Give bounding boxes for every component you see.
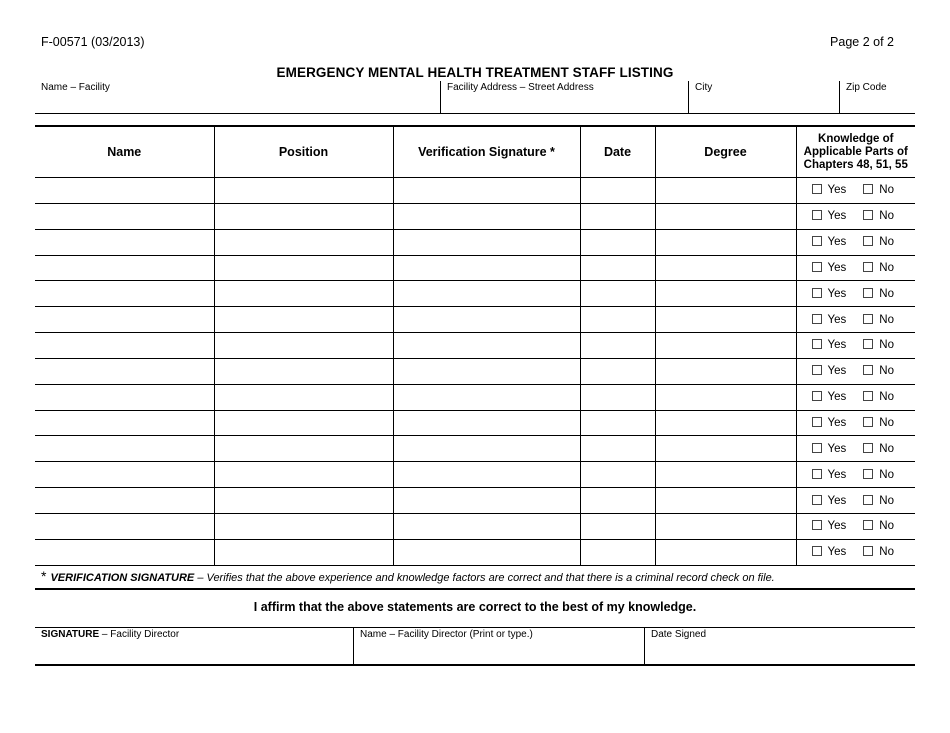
degree-cell[interactable] [655, 539, 796, 565]
no-label: No [879, 313, 894, 326]
knowledge-cell [796, 229, 915, 255]
date-cell[interactable] [580, 255, 655, 281]
no-label: No [879, 494, 894, 507]
table-row [35, 307, 915, 333]
position-cell[interactable] [214, 255, 393, 281]
degree-cell[interactable] [655, 384, 796, 410]
yes-checkbox[interactable] [812, 210, 822, 220]
knowledge-cell [796, 436, 915, 462]
verification-signature-cell[interactable] [393, 539, 580, 565]
date-cell[interactable] [580, 333, 655, 359]
no-option[interactable] [863, 443, 894, 455]
no-label: No [879, 391, 894, 404]
verification-signature-cell[interactable] [393, 203, 580, 229]
col-header-position: Position [214, 126, 393, 178]
yes-label: Yes [827, 494, 847, 507]
table-row [35, 513, 915, 539]
date-cell[interactable] [580, 436, 655, 462]
col-header-name: Name [35, 126, 214, 178]
no-option[interactable] [863, 236, 894, 248]
form-title: EMERGENCY MENTAL HEALTH TREATMENT STAFF LISTING [276, 65, 674, 80]
table-row [35, 462, 915, 488]
date-cell[interactable] [580, 229, 655, 255]
no-checkbox[interactable] [863, 262, 873, 272]
knowledge-cell [796, 281, 915, 307]
yes-label: Yes [827, 546, 847, 559]
degree-cell[interactable] [655, 410, 796, 436]
yes-option[interactable] [812, 546, 847, 558]
col-header-verification-signature: Verification Signature * [393, 126, 580, 178]
yes-label: Yes [827, 520, 847, 533]
no-option[interactable] [863, 417, 894, 429]
yes-label: Yes [827, 417, 847, 430]
verification-signature-cell[interactable] [393, 229, 580, 255]
signature-label-rest: – Facility Director [99, 629, 180, 640]
position-cell[interactable] [214, 410, 393, 436]
verification-signature-cell[interactable] [393, 410, 580, 436]
verification-signature-cell[interactable] [393, 255, 580, 281]
knowledge-cell [796, 488, 915, 514]
table-row [35, 229, 915, 255]
no-checkbox[interactable] [863, 495, 873, 505]
city-label: City [695, 82, 713, 93]
date-cell[interactable] [580, 178, 655, 204]
degree-cell[interactable] [655, 513, 796, 539]
name-cell[interactable] [35, 229, 214, 255]
yes-label: Yes [827, 210, 847, 223]
table-row [35, 203, 915, 229]
yes-label: Yes [827, 184, 847, 197]
no-option[interactable] [863, 262, 894, 274]
no-checkbox[interactable] [863, 236, 873, 246]
yes-label: Yes [827, 313, 847, 326]
date-cell[interactable] [580, 384, 655, 410]
yes-checkbox[interactable] [812, 443, 822, 453]
position-cell[interactable] [214, 203, 393, 229]
zip-code-label: Zip Code [846, 82, 887, 93]
yes-option[interactable] [812, 339, 847, 351]
knowledge-cell [796, 333, 915, 359]
verification-signature-cell[interactable] [393, 488, 580, 514]
position-cell[interactable] [214, 307, 393, 333]
no-checkbox[interactable] [863, 184, 873, 194]
no-checkbox[interactable] [863, 417, 873, 427]
no-checkbox[interactable] [863, 288, 873, 298]
degree-cell[interactable] [655, 333, 796, 359]
name-cell[interactable] [35, 178, 214, 204]
degree-cell[interactable] [655, 436, 796, 462]
director-name-label: Name – Facility Director (Print or type.) [360, 629, 533, 640]
date-cell[interactable] [580, 513, 655, 539]
date-cell[interactable] [580, 539, 655, 565]
yes-option[interactable] [812, 314, 847, 326]
degree-cell[interactable] [655, 462, 796, 488]
table-row [35, 410, 915, 436]
date-signed-label: Date Signed [651, 629, 707, 640]
name-cell[interactable] [35, 255, 214, 281]
degree-cell[interactable] [655, 255, 796, 281]
name-cell[interactable] [35, 307, 214, 333]
degree-cell[interactable] [655, 203, 796, 229]
yes-checkbox[interactable] [812, 288, 822, 298]
date-signed-field[interactable] [644, 628, 915, 664]
verification-signature-cell[interactable] [393, 384, 580, 410]
no-option[interactable] [863, 546, 894, 558]
staff-listing-table [35, 125, 915, 566]
facility-name-label: Name – Facility [41, 82, 110, 93]
date-cell[interactable] [580, 410, 655, 436]
footnote-star: * [41, 568, 47, 584]
yes-option[interactable] [812, 520, 847, 532]
knowledge-cell [796, 178, 915, 204]
signature-label-bold: SIGNATURE [41, 629, 100, 640]
date-cell[interactable] [580, 488, 655, 514]
position-cell[interactable] [214, 333, 393, 359]
name-cell[interactable] [35, 203, 214, 229]
date-cell[interactable] [580, 462, 655, 488]
no-label: No [879, 442, 894, 455]
no-checkbox[interactable] [863, 210, 873, 220]
knowledge-cell [796, 358, 915, 384]
yes-checkbox[interactable] [812, 520, 822, 530]
position-cell[interactable] [214, 229, 393, 255]
col-header-date: Date [580, 126, 655, 178]
table-row [35, 488, 915, 514]
knowledge-cell [796, 307, 915, 333]
no-label: No [879, 184, 894, 197]
name-cell[interactable] [35, 513, 214, 539]
knowledge-cell [796, 384, 915, 410]
no-option[interactable] [863, 314, 894, 326]
affirmation-statement: I affirm that the above statements are correct to the best of my knowledge. [253, 600, 697, 614]
position-cell[interactable] [214, 513, 393, 539]
zip-code-field[interactable] [839, 81, 915, 113]
table-row [35, 358, 915, 384]
no-checkbox[interactable] [863, 469, 873, 479]
verification-signature-cell[interactable] [393, 436, 580, 462]
yes-checkbox[interactable] [812, 546, 822, 556]
date-cell[interactable] [580, 203, 655, 229]
no-label: No [879, 546, 894, 559]
no-checkbox[interactable] [863, 443, 873, 453]
name-cell[interactable] [35, 358, 214, 384]
no-label: No [879, 210, 894, 223]
no-option[interactable] [863, 210, 894, 222]
date-cell[interactable] [580, 358, 655, 384]
no-option[interactable] [863, 339, 894, 351]
form-id: F-00571 (03/2013) [41, 35, 145, 49]
verification-signature-cell[interactable] [393, 462, 580, 488]
verification-footnote [41, 568, 775, 584]
table-row [35, 333, 915, 359]
knowledge-cell [796, 539, 915, 565]
no-checkbox[interactable] [863, 314, 873, 324]
yes-option[interactable] [812, 391, 847, 403]
yes-option[interactable] [812, 495, 847, 507]
yes-option[interactable] [812, 262, 847, 274]
yes-label: Yes [827, 236, 847, 249]
degree-cell[interactable] [655, 358, 796, 384]
yes-label: Yes [827, 365, 847, 378]
no-label: No [879, 520, 894, 533]
knowledge-cell [796, 462, 915, 488]
no-label: No [879, 417, 894, 430]
knowledge-cell [796, 513, 915, 539]
no-label: No [879, 468, 894, 481]
verification-signature-cell[interactable] [393, 333, 580, 359]
date-cell[interactable] [580, 307, 655, 333]
yes-option[interactable] [812, 417, 847, 429]
position-cell[interactable] [214, 358, 393, 384]
name-cell[interactable] [35, 410, 214, 436]
yes-checkbox[interactable] [812, 365, 822, 375]
yes-option[interactable] [812, 210, 847, 222]
yes-label: Yes [827, 468, 847, 481]
yes-option[interactable] [812, 288, 847, 300]
table-row [35, 384, 915, 410]
no-label: No [879, 365, 894, 378]
yes-checkbox[interactable] [812, 417, 822, 427]
no-option[interactable] [863, 495, 894, 507]
verification-signature-cell[interactable] [393, 178, 580, 204]
name-cell[interactable] [35, 462, 214, 488]
director-name-field[interactable] [353, 628, 644, 664]
yes-option[interactable] [812, 365, 847, 377]
yes-option[interactable] [812, 236, 847, 248]
no-label: No [879, 339, 894, 352]
no-checkbox[interactable] [863, 520, 873, 530]
degree-cell[interactable] [655, 488, 796, 514]
position-cell[interactable] [214, 178, 393, 204]
signature-block [35, 627, 915, 666]
position-cell[interactable] [214, 488, 393, 514]
yes-checkbox[interactable] [812, 236, 822, 246]
name-cell[interactable] [35, 281, 214, 307]
degree-cell[interactable] [655, 229, 796, 255]
name-cell[interactable] [35, 539, 214, 565]
yes-checkbox[interactable] [812, 495, 822, 505]
yes-label: Yes [827, 442, 847, 455]
footnote-bold: VERIFICATION SIGNATURE [50, 572, 195, 584]
no-checkbox[interactable] [863, 339, 873, 349]
page-number: Page 2 of 2 [830, 35, 894, 49]
name-cell[interactable] [35, 488, 214, 514]
facility-name-field[interactable] [35, 81, 440, 113]
no-option[interactable] [863, 184, 894, 196]
yes-checkbox[interactable] [812, 262, 822, 272]
facility-address-field[interactable] [440, 81, 688, 113]
yes-checkbox[interactable] [812, 184, 822, 194]
yes-checkbox[interactable] [812, 339, 822, 349]
no-checkbox[interactable] [863, 365, 873, 375]
position-cell[interactable] [214, 281, 393, 307]
yes-label: Yes [827, 287, 847, 300]
name-cell[interactable] [35, 384, 214, 410]
no-option[interactable] [863, 520, 894, 532]
position-cell[interactable] [214, 384, 393, 410]
knowledge-cell [796, 410, 915, 436]
facility-info-block [35, 81, 915, 114]
yes-label: Yes [827, 339, 847, 352]
degree-cell[interactable] [655, 307, 796, 333]
table-row [35, 255, 915, 281]
no-checkbox[interactable] [863, 391, 873, 401]
footnote-text: – Verifies that the above experience and knowledge factors are correct and that there is a criminal record check on file. [194, 572, 775, 584]
degree-cell[interactable] [655, 178, 796, 204]
no-label: No [879, 261, 894, 274]
city-field[interactable] [688, 81, 839, 113]
no-checkbox[interactable] [863, 546, 873, 556]
divider [35, 588, 915, 590]
yes-checkbox[interactable] [812, 469, 822, 479]
no-option[interactable] [863, 391, 894, 403]
verification-signature-cell[interactable] [393, 281, 580, 307]
table-row [35, 539, 915, 565]
table-row [35, 178, 915, 204]
verification-signature-cell[interactable] [393, 513, 580, 539]
knowledge-cell [796, 203, 915, 229]
table-row [35, 436, 915, 462]
verification-signature-cell[interactable] [393, 358, 580, 384]
facility-address-label: Facility Address – Street Address [447, 82, 594, 93]
no-label: No [879, 236, 894, 249]
yes-label: Yes [827, 391, 847, 404]
yes-checkbox[interactable] [812, 314, 822, 324]
yes-option[interactable] [812, 443, 847, 455]
col-header-knowledge: Knowledge of Applicable Parts of Chapters 48, 51, 55 [796, 126, 915, 178]
verification-signature-cell[interactable] [393, 307, 580, 333]
no-label: No [879, 287, 894, 300]
date-cell[interactable] [580, 281, 655, 307]
knowledge-cell [796, 255, 915, 281]
table-header-row [35, 126, 915, 178]
yes-option[interactable] [812, 469, 847, 481]
position-cell[interactable] [214, 436, 393, 462]
director-signature-field[interactable] [35, 628, 353, 664]
no-option[interactable] [863, 288, 894, 300]
no-option[interactable] [863, 365, 894, 377]
position-cell[interactable] [214, 539, 393, 565]
name-cell[interactable] [35, 436, 214, 462]
position-cell[interactable] [214, 462, 393, 488]
degree-cell[interactable] [655, 281, 796, 307]
name-cell[interactable] [35, 333, 214, 359]
table-row [35, 281, 915, 307]
yes-checkbox[interactable] [812, 391, 822, 401]
no-option[interactable] [863, 469, 894, 481]
yes-option[interactable] [812, 184, 847, 196]
col-header-degree: Degree [655, 126, 796, 178]
yes-label: Yes [827, 261, 847, 274]
